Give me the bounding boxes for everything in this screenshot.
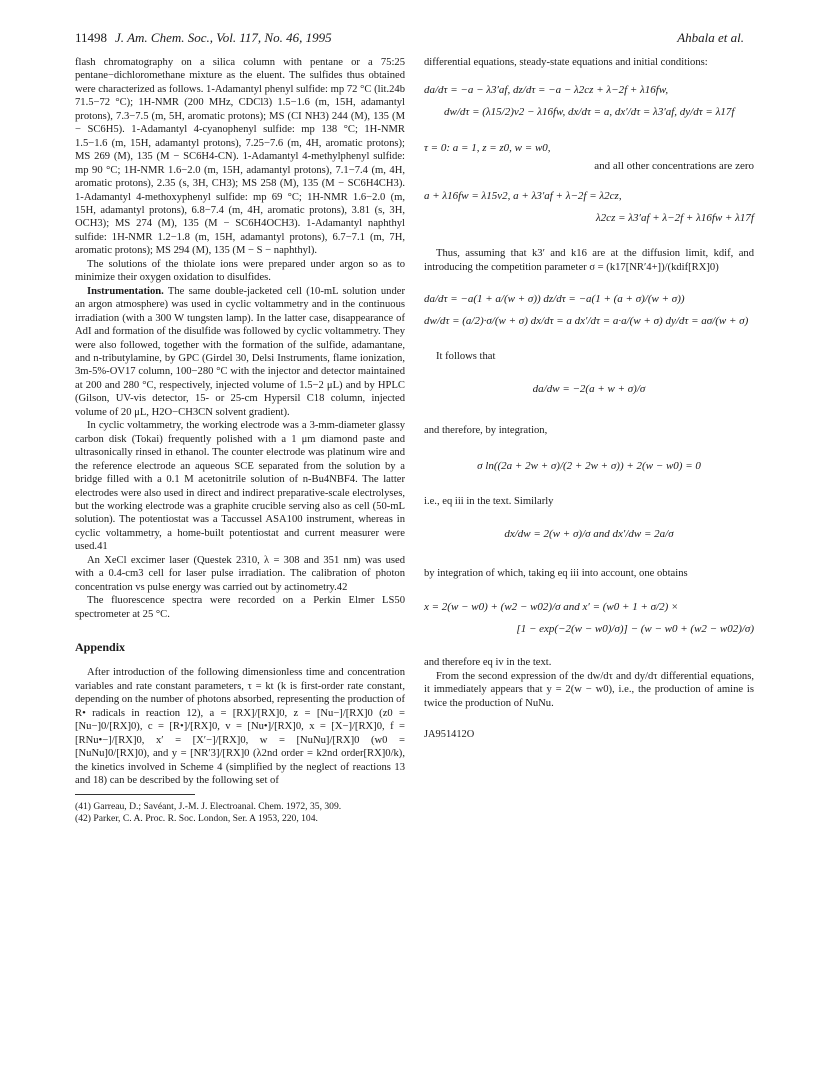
ie-text: i.e., eq iii in the text. Similarly: [424, 496, 554, 508]
sulfide-characterization-paragraph: flash chromatography on a silica column with pentane or a 75:25 pentane−dichloromethane mixture as the eluent. The sulfides thus obtained were characterized as follows. 1-Adamantyl phenyl sulfide: mp 72 °C (lit.24b 71.5−72 °C); 1H-NMR (200 MHz, CDCl3) 1.5−1.6 (m, 15H, adamantyl protons), 7.3−7.5 (m, 5H, aromatic protons); MS (CI NH3) 244 (M), 135 (M − SC6H5). 1-Adamantyl 4-cyanophenyl sulfide: mp 138 °C; 1H-NMR 1.5−1.6 (m, 15H, adamantyl protons), 7.25−7.6 (m, 4H, aromatic protons); MS 269 (M), 135 (M − SC6H4-CN). 1-Adamantyl 4-methylphenyl sulfide: mp 90 °C; 1H-NMR 1.6−2.0 (m, 15H, adamantyl protons), 7.1−7.4 (m, 4H, aromatic protons), 2.35 (s, 3H, CH3); MS 258 (M), 135 (M − SC6H4CH3). 1-Adamantyl 4-methoxyphenyl sulfide: mp 69 °C; 1H-NMR 1.6−2.0 (m, 15H, adamantyl protons), 6.8−7.4 (m, 4H, aromatic protons), 3.81 (s, 3H, OCH3); MS 274 (M), 135 (M − SC6H4OCH3). 1-Adamantyl naphthyl sulfide: 1H-NMR 1.2−1.8 (m, 15H, adamantyl protons), 6.7−7.1 (m, 7H, aromatic protons); MS 294 (M), 135 (M − S − naphthyl).: [75, 57, 405, 257]
equation-da-dz-sigma: da/dτ = −a(1 + a/(w + σ)) dz/dτ = −a(1 + (a + σ)/(w + σ)): [424, 293, 685, 306]
initial-conditions-note: and all other concentrations are zero: [594, 160, 754, 173]
equation-dw-dx-dy: dw/dτ = (λ15/2)v2 − λ16fw, dx/dτ = a, dx′/dτ = λ3′af, dy/dτ = λ17f: [444, 106, 735, 119]
thiolate-paragraph: The solutions of the thiolate ions were prepared under argon so as to minimize their oxygen oxidation to disulfides.: [75, 258, 405, 284]
journal-citation: J. Am. Chem. Soc., Vol. 117, No. 46, 1995: [115, 30, 332, 45]
equation-dx-dw: [424, 523, 754, 545]
equation-log: [424, 455, 754, 477]
eq-iv-text: and therefore eq iv in the text.: [424, 657, 552, 669]
running-header-authors: Ahbala et al.: [677, 30, 744, 45]
initial-conditions: [424, 137, 754, 173]
footnote-rule: [75, 794, 195, 799]
equation-da-dw: [424, 378, 754, 400]
left-column: [75, 56, 405, 825]
equation-steady-2: λ2cz = λ3′af + λ−2f + λ16fw + λ17f: [595, 212, 754, 225]
equation-initial: τ = 0: a = 1, z = z0, w = w0,: [424, 142, 551, 155]
appendix-paragraph: After introduction of the following dimensionless time and concentration variables and rate constant parameters, τ = kt (k is first-order rate constant, depending on the number of photons absorbed, representing the production of R• radicals in reaction 12), a = [RX]/[RX]0, z = [Nu−]/[RX]0 (z0 = [Nu−]0/[RX]0), c = [R•]/[RX]0, v = [Nu•]/[RX]0, x = [X−]/[RX]0, f = [RNu•−]/[RX]0, x′ = [X′−]/[RX]0, w = [NuNu]/[RX]0 (w0 = [NuNu]0/[RX]0), and y = [NR′3]/[RX]0 (λ2nd order = k2nd order[RX]0/k), the kinetics involved in Scheme 4 (simplified by the neglect of reactions 13 and 18) can be described by the following set of: [75, 667, 405, 787]
it-follows-text: It follows that: [436, 351, 496, 363]
final-paragraph: From the second expression of the dw/dτ and dy/dτ differential equations, it immediately appears that y = 2(w − w0), i.e., the production of amine is twice the production of NuNu.: [424, 670, 754, 709]
page-number: 11498: [75, 30, 108, 45]
footnotes: [75, 801, 405, 825]
footnote-41: (41) Garreau, D.; Savéant, J.-M. J. Electroanal. Chem. 1972, 35, 309.: [75, 800, 342, 812]
intro-text: differential equations, steady-state equations and initial conditions:: [424, 57, 708, 68]
article-code: JA951412O: [424, 728, 475, 740]
footnote-42: (42) Parker, C. A. Proc. R. Soc. London, Ser. A 1953, 220, 104.: [75, 812, 318, 824]
instrumentation-text: The same double-jacketed cell (10-mL solution under an argon atmosphere) was used in cyclic voltammetry and in the continuous irradiation (with a 300 W tungsten lamp). In the latter case, disappearance of AdI and formation of the disulfide was followed by cyclic voltammetry. They were also followed, together with the formation of the sulfide, adamantane, and n-tributylamine, by GPC (Girdel 30, Delsi Instruments, flame ionization, 3m-5%-OV17 column, 100−280 °C with the injector and detector maintained at 200 and 280 °C, respectively, injected volume of 1.5−2 μL) and by HPLC (Gilson, UV-vis detector, 15- or 25-cm Hypersil C18 column, injected volume of 20 μL, H2O−CH3CN solvent gradient).: [75, 285, 405, 418]
cyclic-voltammetry-paragraph: In cyclic voltammetry, the working electrode was a 3-mm-diameter glassy carbon disk (Tokai) frequently polished with a 1 μm diamond paste and ultrasonically rinsed in ethanol. The counter electrode was platinum wire and the reference electrode an aqueous SCE separated from the solution by a bridge filled with a 0.1 M acetonitrile solution of n-Bu4NBF4. The latter electrodes were also used in direct and indirect preparative-scale electrolyses, but the working electrode was a graphite crucible serving also as cell (50-mL solution). The potentiostat was a Taccussel ASA100 instrument, whereas in cyclic voltammetry, a home-built potentiostat and current measurer were used.41: [75, 420, 405, 553]
equation-log-line: σ ln((2a + 2w + σ)/(2 + 2w + σ)) + 2(w − w0) = 0: [477, 460, 701, 473]
equation-steady-1: a + λ16fw = λ15v2, a + λ3′af + λ−2f = λ2cz,: [424, 190, 622, 203]
by-integration-text: by integration of which, taking eq iii into account, one obtains: [424, 567, 688, 579]
equation-block-2: [424, 288, 754, 332]
laser-paragraph: An XeCl excimer laser (Questek 2310, λ = 308 and 351 nm) was used with a 0.4-cm3 cell for laser pulse irradiation. The calibration of photon concentration vs pulse energy was carried out by actinometry.42: [75, 554, 405, 593]
running-header-left: [75, 30, 332, 46]
instrumentation-heading: Instrumentation.: [87, 285, 164, 297]
equation-da-dz: da/dτ = −a − λ3′af, dz/dτ = −a − λ2cz + λ−2f + λ16fw,: [424, 84, 669, 97]
equation-x-prime: [1 − exp(−2(w − w0)/σ)] − (w − w0 + (w2 − w02)/σ): [516, 623, 754, 636]
right-column: [424, 56, 754, 741]
appendix-heading: Appendix: [75, 640, 126, 655]
equation-block-x: [424, 596, 754, 640]
steady-state-equations: [424, 185, 754, 229]
equation-dx-dw-line: dx/dw = 2(w + σ)/σ and dx′/dw = 2a/σ: [504, 527, 674, 540]
equation-da-dw-line: da/dw = −2(a + w + σ)/σ: [532, 382, 646, 395]
equation-dw-dx-dy-sigma: dw/dτ = (a/2)·σ/(w + σ) dx/dτ = a dx′/dτ = a·a/(w + σ) dy/dτ = aσ/(w + σ): [424, 315, 749, 328]
integration-text: and therefore, by integration,: [424, 424, 548, 436]
equation-block-1: [424, 79, 754, 123]
equation-x: x = 2(w − w0) + (w2 − w02)/σ and x′ = (w0 + 1 + σ/2) ×: [424, 601, 679, 614]
instrumentation-paragraph: [75, 285, 405, 420]
thus-paragraph: Thus, assuming that k3′ and k16 are at the diffusion limit, kdif, and introducing the competition parameter σ = (k17[NR′4+])/(kdif[RX]0): [424, 248, 754, 273]
fluorescence-paragraph: The fluorescence spectra were recorded on a Perkin Elmer LS50 spectrometer at 25 °C.: [75, 595, 405, 620]
